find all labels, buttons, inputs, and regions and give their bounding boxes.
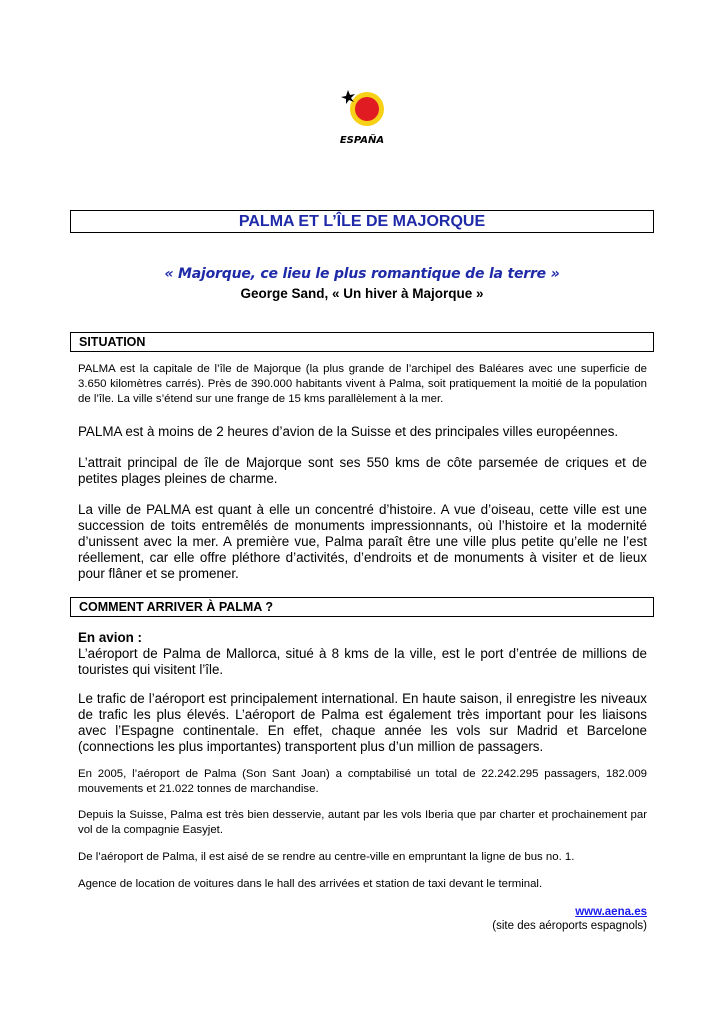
page-title: PALMA ET L’ÎLE DE MAJORQUE xyxy=(70,210,654,233)
subheading-en-avion: En avion : xyxy=(78,630,142,645)
quote: « Majorque, ce lieu le plus romantique de la terre » xyxy=(164,266,560,282)
aena-link[interactable]: www.aena.es xyxy=(575,906,647,918)
section-heading-situation: SITUATION xyxy=(70,332,654,352)
quote-author: George Sand, « Un hiver à Majorque » xyxy=(240,286,484,301)
arriver-paragraph-6: Agence de location de voitures dans le hall des arrivées et station de taxi devant le terminal. xyxy=(78,878,543,890)
situation-paragraph-4: La ville de PALMA est quant à elle un concentré d’histoire. A vue d’oiseau, cette ville est une succession de toits entremêlés de monuments impressionnants, où l’histoire et la modernité d’unissent avec la mer. A première vue, Palma paraît être une ville plus petite qu’elle ne l’est réellement, car elle offre pléthore d’activités, d’endroits et de monuments à visiter et de lieux pour flâner et se promener. xyxy=(78,502,647,581)
situation-paragraph-3: L’attrait principal de île de Majorque sont ses 550 kms de côte parsemée de criques et de petites plages pleines de charme. xyxy=(78,455,647,486)
logo-text: ESPAÑA xyxy=(339,135,385,146)
situation-paragraph-1: PALMA est la capitale de l’île de Majorque (la plus grande de l’archipel des Baléares avec une superficie de 3.650 kilomètres carrés). Près de 390.000 habitants vivent à Palma, soit pratiquement la moitié de la population de l’île. La ville s’étend sur une frange de 15 kms parallèlement à la mer. xyxy=(78,363,647,405)
espana-logo xyxy=(334,86,390,148)
situation-paragraph-2: PALMA est à moins de 2 heures d’avion de la Suisse et des principales villes européennes. xyxy=(78,424,619,439)
arriver-paragraph-2: Le trafic de l’aéroport est principalement international. En haute saison, il enregistre les niveaux de trafic les plus élevés. L’aéroport de Palma est également très important pour les liaisons avec l’Espagne continentale. En effet, chaque année les vols sur Madrid et Barcelone (connections les plus importantes) transportent plus d’un million de passagers. xyxy=(78,691,647,754)
arriver-paragraph-3: En 2005, l’aéroport de Palma (Son Sant Joan) a comptabilisé un total de 22.242.295 passagers, 182.009 mouvements et 21.022 tonnes de marchandise. xyxy=(78,768,647,795)
section-heading-arriver: COMMENT ARRIVER À PALMA ? xyxy=(70,597,654,617)
arriver-paragraph-1: L’aéroport de Palma de Mallorca, situé à 8 kms de la ville, est le port d’entrée de millions de touristes qui visitent l’île. xyxy=(78,646,647,677)
aena-link-note: (site des aéroports espagnols) xyxy=(492,920,647,932)
arriver-paragraph-5: De l’aéroport de Palma, il est aisé de se rendre au centre-ville en empruntant la ligne de bus no. 1. xyxy=(78,851,575,863)
arriver-paragraph-4: Depuis la Suisse, Palma est très bien desservie, autant par les vols Iberia que par charter et prochainement par vol de la compagnie Easyjet. xyxy=(78,809,647,836)
